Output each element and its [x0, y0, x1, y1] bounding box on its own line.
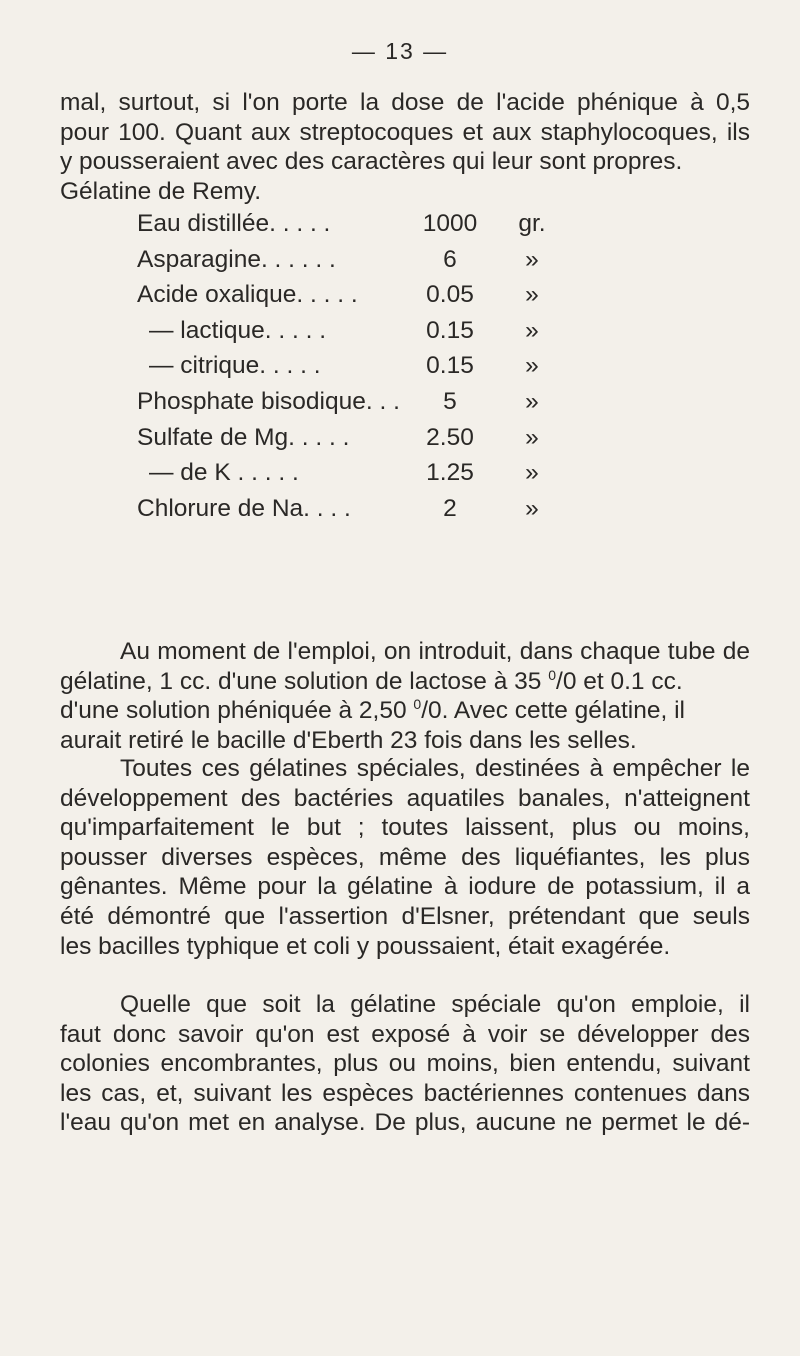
ingredient-amount: 0.05 [426, 281, 474, 309]
text-line: gênantes. Même pour la gélatine à iodure de potassium, il a [60, 873, 750, 901]
ingredient-name: Acide oxalique. . . . . [137, 281, 358, 309]
ingredient-name: — lactique. . . . . [149, 316, 327, 344]
recipe-row [137, 424, 567, 460]
ingredient-amount: 2.50 [426, 423, 474, 451]
ingredient-unit: » [525, 352, 539, 380]
ingredient-unit: » [525, 423, 539, 451]
colonies-paragraph [60, 990, 750, 1138]
text-line: pousser diverses espèces, même des liquéfiantes, les plus [60, 843, 750, 871]
ingredient-unit: » [525, 387, 539, 415]
recipe-table [137, 210, 567, 530]
text-line: Au moment de l'emploi, on introduit, dans chaque tube de [120, 638, 750, 665]
recipe-row [137, 352, 567, 388]
recipe-row [137, 246, 567, 282]
text-line: les bacilles typhique et coli y poussaient, était exagérée. [60, 932, 671, 960]
ingredient-unit: » [525, 316, 539, 344]
gelatines-paragraph [60, 754, 750, 961]
ingredient-unit: gr. [518, 210, 546, 237]
text-line: faut donc savoir qu'on est exposé à voir se développer des [60, 1020, 750, 1048]
ingredient-unit: » [525, 245, 539, 273]
text-line: les cas, et, suivant les espèces bactériennes contenues dans [60, 1079, 750, 1107]
ingredient-name: Phosphate bisodique. . . [137, 387, 400, 415]
text-line: pour 100. Quant aux streptocoques et aux staphylocoques, ils [60, 118, 750, 146]
recipe-row [137, 210, 567, 246]
ingredient-amount: 1.25 [426, 459, 474, 487]
ingredient-name: — citrique. . . . . [149, 352, 321, 380]
ingredient-amount: 1000 [422, 210, 478, 237]
text-line: d'une solution phéniquée à 2,50 $^0$/0. Avec cette gélatine, il [60, 696, 685, 725]
ingredient-amount: 6 [443, 245, 457, 273]
recipe-row [137, 388, 567, 424]
ingredient-amount: 5 [443, 387, 457, 415]
lactose-paragraph [60, 637, 750, 755]
recipe-row [137, 495, 567, 531]
recipe-title: Gélatine de Remy. [60, 177, 262, 205]
text-line: gélatine, 1 cc. d'une solution de lactose à 35 $^0$/0 et 0.1 cc. [60, 666, 683, 695]
text-line: Toutes ces gélatines spéciales, destinées à empêcher le [120, 755, 750, 782]
text-line: qu'imparfaitement le but ; toutes laissent, plus ou moins, [60, 814, 750, 842]
text-line: Quelle que soit la gélatine spéciale qu'on emploie, il [120, 991, 750, 1018]
ingredient-amount: 2 [443, 494, 457, 522]
page-number: — 13 — [351, 38, 449, 64]
recipe-row [137, 281, 567, 317]
ingredient-name: — de K . . . . . [149, 459, 299, 487]
text-line: aurait retiré le bacille d'Eberth 23 fois dans les selles. [60, 726, 637, 754]
text-line: développement des bactéries aquatiles banales, n'atteignent [60, 784, 750, 812]
intro-paragraph [60, 88, 750, 206]
ingredient-unit: » [525, 494, 539, 522]
ingredient-name: Chlorure de Na. . . . [137, 494, 351, 522]
ingredient-name: Asparagine. . . . . . [137, 245, 336, 273]
ingredient-amount: 0.15 [426, 352, 474, 380]
text-line: été démontré que l'assertion d'Elsner, prétendant que seuls [60, 902, 750, 930]
text-line: mal, surtout, si l'on porte la dose de l'acide phénique à 0,5 [60, 89, 750, 116]
ingredient-unit: » [525, 281, 539, 309]
text-line: colonies encombrantes, plus ou moins, bien entendu, suivant [60, 1050, 750, 1078]
recipe-row [137, 317, 567, 353]
ingredient-name: Eau distillée. . . . . [137, 210, 331, 237]
recipe-row [137, 459, 567, 495]
text-line: l'eau qu'on met en analyse. De plus, aucune ne permet le dé- [60, 1109, 750, 1137]
ingredient-amount: 0.15 [426, 316, 474, 344]
ingredient-name: Sulfate de Mg. . . . . [137, 423, 350, 451]
text-line: y pousseraient avec des caractères qui leur sont propres. [60, 148, 683, 176]
ingredient-unit: » [525, 459, 539, 487]
